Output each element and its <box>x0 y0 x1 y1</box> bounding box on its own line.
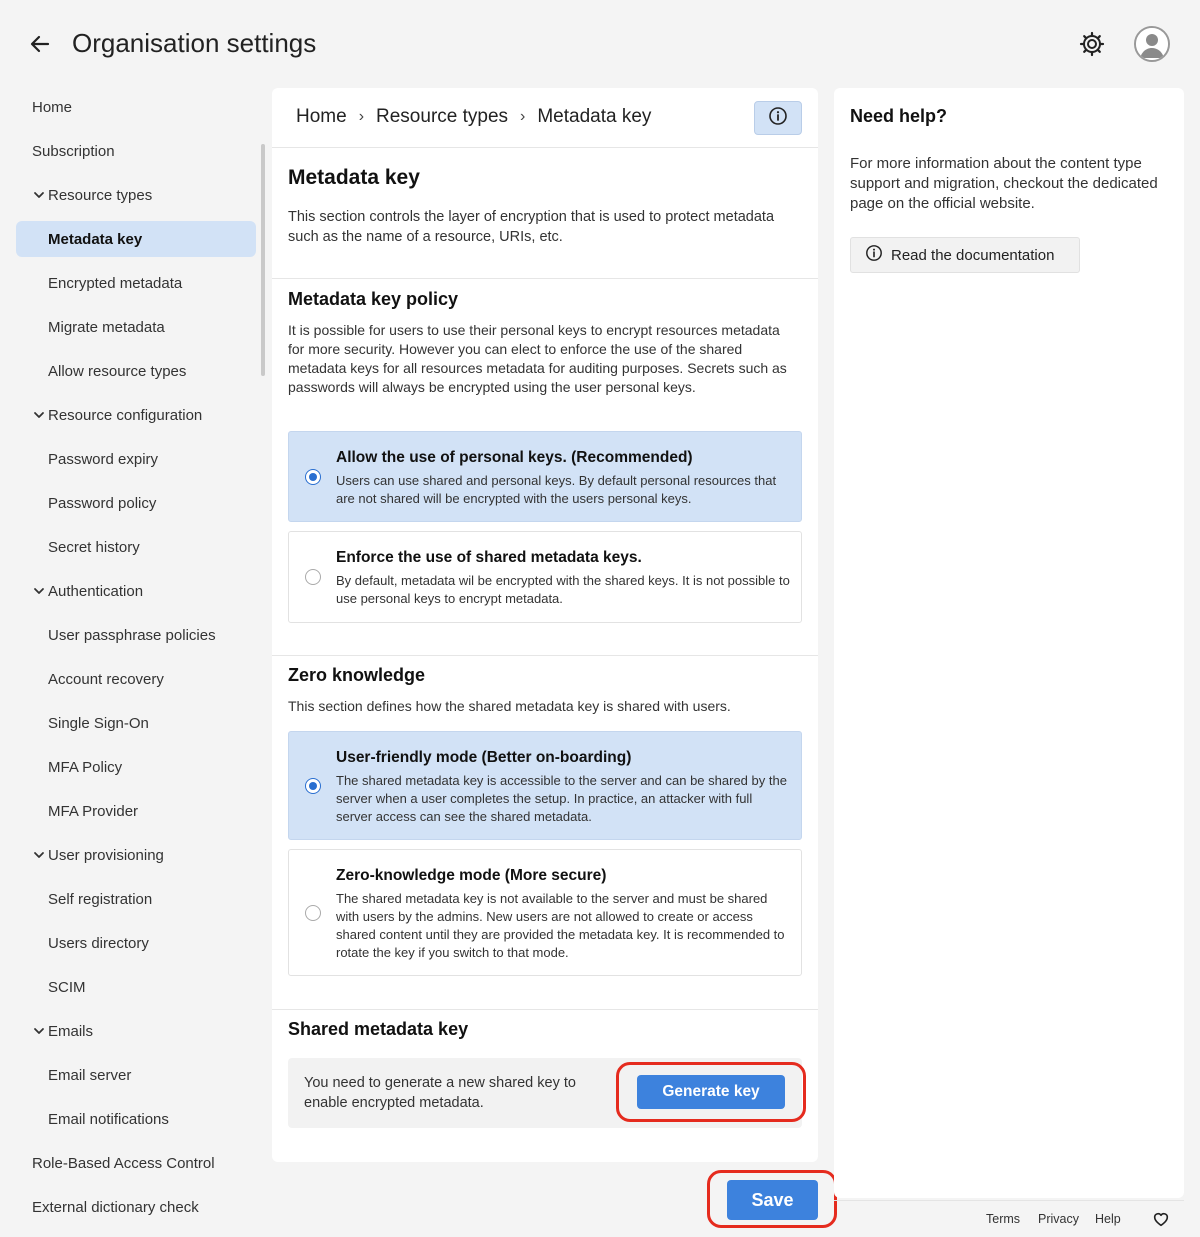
section-intro: This section controls the layer of encryption that is used to protect metadata such as the name of a resource, URIs, etc. <box>288 209 775 245</box>
breadcrumb <box>296 106 651 128</box>
arrow-left-icon[interactable] <box>28 32 52 56</box>
info-icon <box>865 244 883 266</box>
footer-link-terms[interactable]: Terms <box>986 1212 1021 1226</box>
option-description: The shared metadata key is accessible to the server and can be shared by the server when a user completes the setup. In practice, an attacker with full server access can see the shared metadata. <box>336 773 787 824</box>
sidebar-item-label: MFA Provider <box>48 802 139 820</box>
policy-option-shared-keys[interactable] <box>288 531 802 623</box>
sidebar-item-external-dictionary-check[interactable] <box>16 1189 256 1225</box>
sidebar-item-users-directory[interactable] <box>16 925 256 961</box>
sidebar-item-label: Secret history <box>48 538 140 556</box>
policy-description: It is possible for users to use their personal keys to encrypt resources metadata for more security. However you can elect to enforce the use of the shared metadata keys for all resources metadata for auditing purposes. Secrets such as passwords will always be encrypted using the user personal keys. <box>288 322 787 395</box>
shared-key-message: You need to generate a new shared key to enable encrypted metadata. <box>304 1075 576 1111</box>
sidebar-item-email-server[interactable] <box>16 1057 256 1093</box>
divider <box>272 1009 818 1010</box>
policy-option-personal-keys[interactable] <box>288 431 802 522</box>
zk-option-zero-knowledge[interactable] <box>288 849 802 976</box>
sidebar-item-mfa-provider[interactable] <box>16 793 256 829</box>
divider <box>272 147 818 148</box>
radio-button[interactable] <box>305 778 321 794</box>
sidebar-item-label: Resource configuration <box>48 406 203 424</box>
option-description: Users can use shared and personal keys. By default personal resources that are not shared will be encrypted with the users personal keys. <box>336 473 777 506</box>
sidebar-item-label: Emails <box>48 1022 94 1040</box>
sidebar-item-mfa-policy[interactable] <box>16 749 256 785</box>
chevron-down-icon <box>30 846 48 864</box>
sidebar-item-label: Allow resource types <box>48 362 187 380</box>
sidebar-item-role-based-access-control[interactable] <box>16 1145 256 1181</box>
divider <box>272 655 818 656</box>
sidebar-item-password-policy[interactable] <box>16 485 256 521</box>
info-icon <box>768 106 788 131</box>
sidebar-item-user-passphrase-policies[interactable] <box>16 617 256 653</box>
heart-icon[interactable] <box>1152 1210 1170 1228</box>
shared-key-heading: Shared metadata key <box>288 1019 469 1039</box>
breadcrumb-separator: › <box>520 108 526 125</box>
help-title: Need help? <box>850 106 948 126</box>
option-title: Enforce the use of shared metadata keys. <box>336 549 642 566</box>
page-title: Organisation settings <box>72 28 317 58</box>
sidebar-item-label: Password expiry <box>48 450 159 468</box>
breadcrumb-separator: › <box>358 108 365 125</box>
sidebar-item-label: Role-Based Access Control <box>32 1154 215 1172</box>
sidebar-item-metadata-key[interactable] <box>16 221 256 257</box>
sidebar-item-resource-configuration[interactable] <box>16 397 256 433</box>
chevron-down-icon <box>30 582 48 600</box>
sidebar-item-label: External dictionary check <box>32 1198 199 1216</box>
breadcrumb-metadata-key: Metadata key <box>537 106 652 127</box>
sidebar-item-password-expiry[interactable] <box>16 441 256 477</box>
gear-icon[interactable] <box>1078 30 1106 58</box>
sidebar-item-label: Home <box>32 98 73 116</box>
divider <box>272 278 818 279</box>
option-title: Allow the use of personal keys. (Recommended) <box>336 449 693 466</box>
sidebar-item-user-provisioning[interactable] <box>16 837 256 873</box>
sidebar-item-allow-resource-types[interactable] <box>16 353 256 389</box>
option-description: By default, metadata wil be encrypted with the shared keys. It is not possible to use personal keys to encrypt metadata. <box>336 573 790 606</box>
sidebar-item-label: Authentication <box>48 582 144 600</box>
sidebar-item-emails[interactable] <box>16 1013 256 1049</box>
help-panel <box>834 88 1184 1198</box>
zk-option-user-friendly[interactable] <box>288 731 802 840</box>
sidebar-item-label: User passphrase policies <box>48 626 216 644</box>
sidebar-item-label: SCIM <box>48 978 86 996</box>
zero-knowledge-heading: Zero knowledge <box>288 665 426 685</box>
main-panel <box>272 88 818 1162</box>
footer-link-privacy[interactable]: Privacy <box>1038 1212 1079 1226</box>
sidebar-item-label: Resource types <box>48 186 153 204</box>
sidebar-item-email-notifications[interactable] <box>16 1101 256 1137</box>
zero-knowledge-description: This section defines how the shared metadata key is shared with users. <box>288 698 731 714</box>
sidebar-item-label: Migrate metadata <box>48 318 165 336</box>
sidebar-item-resource-types[interactable] <box>16 177 256 213</box>
sidebar-item-label: Self registration <box>48 890 153 908</box>
sidebar-item-label: Email server <box>48 1066 132 1084</box>
section-title: Metadata key <box>288 166 420 189</box>
radio-button[interactable] <box>305 569 321 585</box>
footer-link-help[interactable]: Help <box>1095 1212 1121 1226</box>
info-button[interactable] <box>754 101 802 135</box>
sidebar-item-scim[interactable] <box>16 969 256 1005</box>
sidebar-scrollbar[interactable] <box>261 144 265 376</box>
highlight-ring-generate <box>616 1062 806 1122</box>
header <box>0 0 1200 90</box>
highlight-ring-save <box>707 1170 837 1228</box>
sidebar-item-migrate-metadata[interactable] <box>16 309 256 345</box>
sidebar-item-label: Metadata key <box>48 230 143 248</box>
sidebar-item-self-registration[interactable] <box>16 881 256 917</box>
radio-button[interactable] <box>305 905 321 921</box>
radio-button[interactable] <box>305 469 321 485</box>
generate-key-button[interactable]: Generate key <box>637 1075 785 1109</box>
save-button[interactable]: Save <box>727 1180 818 1220</box>
sidebar-item-subscription[interactable] <box>16 133 256 169</box>
breadcrumb-home[interactable]: Home <box>296 106 347 127</box>
breadcrumb-resource-types[interactable]: Resource types <box>376 106 509 127</box>
option-title: Zero-knowledge mode (More secure) <box>336 867 607 884</box>
sidebar-item-label: Password policy <box>48 494 157 512</box>
option-title: User-friendly mode (Better on-boarding) <box>336 749 632 766</box>
read-documentation-label: Read the documentation <box>891 246 1055 264</box>
sidebar-item-label: User provisioning <box>48 846 164 864</box>
read-documentation-button[interactable] <box>850 237 1080 273</box>
policy-heading: Metadata key policy <box>288 289 459 309</box>
sidebar-item-label: Account recovery <box>48 670 164 688</box>
sidebar-item-single-sign-on[interactable] <box>16 705 256 741</box>
sidebar-nav <box>16 88 260 1237</box>
sidebar-item-label: Single Sign-On <box>48 714 149 732</box>
sidebar-item-account-recovery[interactable] <box>16 661 256 697</box>
help-text: For more information about the content type support and migration, checkout the dedicated page on the official website. <box>850 155 1158 212</box>
chevron-down-icon <box>30 1022 48 1040</box>
sidebar-item-secret-history[interactable] <box>16 529 256 565</box>
sidebar-item-label: Subscription <box>32 142 115 160</box>
sidebar-item-home[interactable] <box>16 89 256 125</box>
sidebar-item-label: Email notifications <box>48 1110 169 1128</box>
footer <box>834 1200 1184 1237</box>
sidebar-item-label: MFA Policy <box>48 758 123 776</box>
sidebar-item-label: Encrypted metadata <box>48 274 183 292</box>
sidebar-item-authentication[interactable] <box>16 573 256 609</box>
sidebar-item-label: Users directory <box>48 934 149 952</box>
option-description: The shared metadata key is not available to the server and must be shared with users by the admins. New users are not allowed to create or access shared content until they are provided the metadata key. It is recommended to rotate the key if you switch to that mode. <box>336 891 785 960</box>
chevron-down-icon <box>30 186 48 204</box>
sidebar-item-encrypted-metadata[interactable] <box>16 265 256 301</box>
chevron-down-icon <box>30 406 48 424</box>
user-avatar-icon[interactable] <box>1134 26 1170 62</box>
